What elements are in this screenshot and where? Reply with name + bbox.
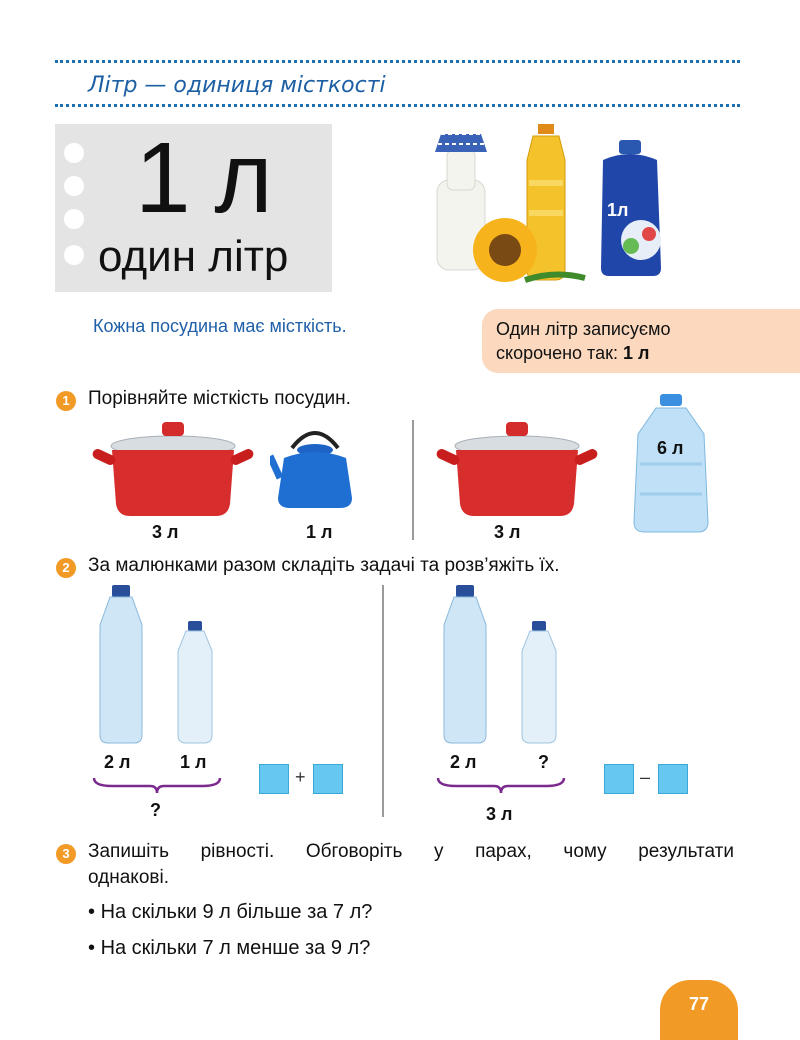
short-note-line2: скорочено так: 1 л: [496, 343, 650, 363]
task2-left-bottles: [96, 585, 226, 745]
jug-label: 1л: [607, 200, 629, 220]
task2-right-total: 3 л: [486, 804, 513, 824]
unit-card-big: 1 л: [135, 122, 271, 234]
task2-left-label-b: 1 л: [180, 752, 207, 772]
binder-ring: [64, 143, 84, 163]
page-number-tab: [660, 980, 738, 1040]
task2-right-operator: –: [640, 767, 651, 787]
page-number: 77: [688, 994, 710, 1014]
bottle-2l-icon: [444, 585, 486, 743]
unit-card-word: один літр: [98, 232, 289, 281]
task2-right-brace: [436, 776, 566, 794]
bottle-2l-icon: [100, 585, 142, 743]
pot-icon: [435, 422, 599, 516]
task1-badge: 1: [56, 391, 76, 411]
kettle-icon: [270, 433, 352, 508]
task1-divider: [412, 420, 414, 540]
short-note: [496, 317, 671, 365]
task2-right-bottles: [440, 585, 570, 745]
binder-ring: [64, 245, 84, 265]
task2-left-answer-box2[interactable]: [313, 764, 343, 794]
bottle-1l-icon: [178, 621, 212, 743]
task2-left-brace: [92, 776, 222, 794]
top-dotted-rule: [55, 60, 740, 63]
bullet-dot-icon: •: [88, 937, 101, 959]
task2-badge: 2: [56, 558, 76, 578]
task1-pot-right: [432, 412, 602, 520]
bottom-dotted-rule: [55, 104, 740, 107]
pot-icon: [91, 422, 255, 516]
task1-kettle: [270, 418, 360, 510]
task3-bullet-2: • На скільки 7 л менше за 9 л?: [88, 937, 371, 959]
task2-divider: [382, 585, 384, 817]
task3-badge: 3: [56, 844, 76, 864]
bottle-unknown-icon: [522, 621, 556, 743]
task2-left-answer-box1[interactable]: [259, 764, 289, 794]
task1-text: Порівняйте місткість посудин.: [88, 388, 351, 409]
section-title: Літр — одиниця місткості: [88, 73, 386, 98]
binder-ring: [64, 176, 84, 196]
task2-right-answer-box1[interactable]: [604, 764, 634, 794]
task1-pot-left: [88, 412, 258, 520]
task1-label-pot: 3 л: [152, 522, 179, 542]
short-note-line1: Один літр записуємо: [496, 319, 671, 339]
task2-left-total: ?: [150, 800, 161, 820]
capacity-note: Кожна посудина має місткість.: [93, 316, 347, 336]
containers-illustration: [425, 120, 670, 295]
task3-text-line1: Запишіть рівності. Обговоріть у парах, чому результати: [88, 841, 734, 862]
task2-text: За малюнками разом складіть задачі та розв’яжіть їх.: [88, 555, 560, 576]
water-jug-icon: [634, 394, 708, 532]
task2-right-label-b: ?: [538, 752, 549, 772]
task3-text-line2: однакові.: [88, 867, 169, 888]
task2-right-answer-box2[interactable]: [658, 764, 688, 794]
task1-label-kettle: 1 л: [306, 522, 333, 542]
task3-bullet-1: • На скільки 9 л більше за 7 л?: [88, 901, 373, 923]
binder-ring: [64, 209, 84, 229]
task1-label-jug: 6 л: [657, 438, 684, 458]
bullet-dot-icon: •: [88, 901, 101, 923]
task2-right-label-a: 2 л: [450, 752, 477, 772]
task1-water-jug: [630, 394, 712, 534]
task2-left-label-a: 2 л: [104, 752, 131, 772]
task1-label-pot2: 3 л: [494, 522, 521, 542]
task2-left-operator: +: [295, 767, 306, 787]
